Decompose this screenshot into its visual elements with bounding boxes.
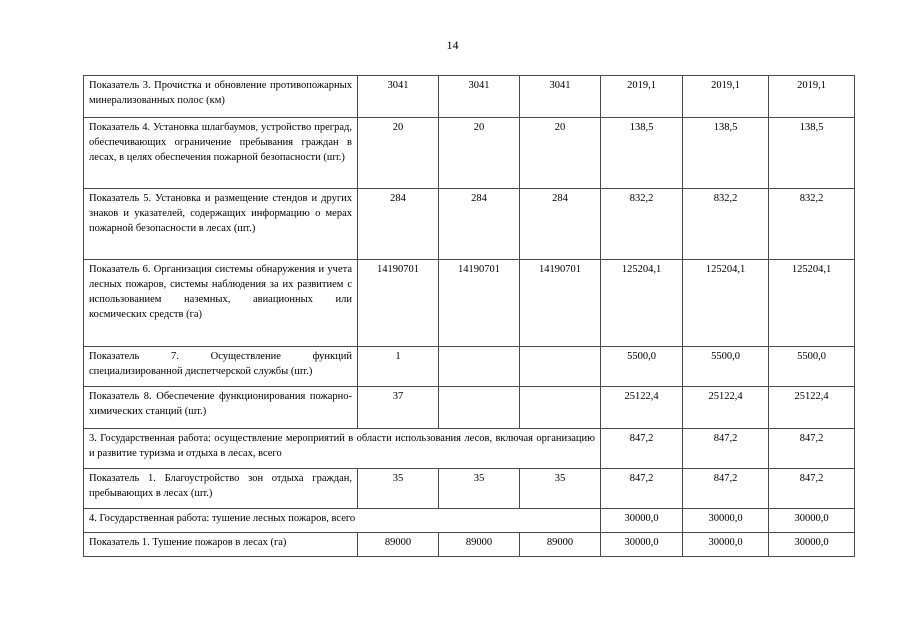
table-row (84, 509, 855, 533)
work-section-label: 3. Государственная работа: осуществление мероприятий в области использования лесов, включая организацию и развитие туризма и отдыха в лесах, всего (84, 429, 601, 469)
value-cell: 847,2 (683, 429, 769, 469)
value-cell: 832,2 (683, 189, 769, 260)
value-cell: 35 (358, 469, 439, 509)
value-cell: 2019,1 (601, 76, 683, 118)
table-row (84, 429, 855, 469)
value-cell: 5500,0 (683, 347, 769, 387)
value-cell (520, 387, 601, 429)
value-cell: 284 (439, 189, 520, 260)
value-cell: 30000,0 (769, 533, 855, 557)
page-number: 14 (446, 38, 459, 52)
indicator-label: Показатель 3. Прочистка и обновление противопожарных минерализованных полос (км) (84, 76, 358, 118)
indicator-label: Показатель 4. Установка шлагбаумов, устройство преград, обеспечивающих ограничение пребывания граждан в лесах, в целях обеспечения пожарной безопасности (шт.) (84, 118, 358, 189)
value-cell: 89000 (358, 533, 439, 557)
value-cell: 35 (439, 469, 520, 509)
indicator-label: Показатель 1. Благоустройство зон отдыха граждан, пребывающих в лесах (шт.) (84, 469, 358, 509)
value-cell: 5500,0 (769, 347, 855, 387)
value-cell: 1 (358, 347, 439, 387)
value-cell: 3041 (439, 76, 520, 118)
indicator-label: Показатель 1. Тушение пожаров в лесах (га) (84, 533, 358, 557)
value-cell: 2019,1 (769, 76, 855, 118)
value-cell: 847,2 (601, 469, 683, 509)
indicator-label: Показатель 6. Организация системы обнаружения и учета лесных пожаров, системы наблюдения за их развитием с использованием наземных, авиационных или космических средств (га) (84, 260, 358, 347)
value-cell: 14190701 (358, 260, 439, 347)
value-cell: 25122,4 (601, 387, 683, 429)
value-cell: 25122,4 (683, 387, 769, 429)
value-cell: 847,2 (769, 469, 855, 509)
value-cell: 847,2 (683, 469, 769, 509)
value-cell: 847,2 (601, 429, 683, 469)
value-cell: 20 (439, 118, 520, 189)
value-cell: 14190701 (520, 260, 601, 347)
value-cell: 832,2 (769, 189, 855, 260)
indicator-label: Показатель 8. Обеспечение функционирования пожарно-химических станций (шт.) (84, 387, 358, 429)
value-cell: 30000,0 (769, 509, 855, 533)
value-cell: 30000,0 (683, 509, 769, 533)
value-cell: 5500,0 (601, 347, 683, 387)
table-row (84, 76, 855, 118)
value-cell: 125204,1 (601, 260, 683, 347)
table-row (84, 260, 855, 347)
value-cell: 832,2 (601, 189, 683, 260)
value-cell: 20 (520, 118, 601, 189)
value-cell: 37 (358, 387, 439, 429)
value-cell: 14190701 (439, 260, 520, 347)
table-row (84, 118, 855, 189)
table-row (84, 387, 855, 429)
table-row (84, 189, 855, 260)
table-row (84, 533, 855, 557)
value-cell: 89000 (520, 533, 601, 557)
budget-indicators-table (83, 75, 855, 557)
value-cell: 284 (358, 189, 439, 260)
indicator-label: Показатель 5. Установка и размещение стендов и других знаков и указателей, содержащих информацию о мерах пожарной безопасности в лесах (шт.) (84, 189, 358, 260)
value-cell: 35 (520, 469, 601, 509)
value-cell: 125204,1 (769, 260, 855, 347)
value-cell: 138,5 (601, 118, 683, 189)
value-cell: 138,5 (683, 118, 769, 189)
value-cell: 25122,4 (769, 387, 855, 429)
value-cell: 20 (358, 118, 439, 189)
value-cell: 284 (520, 189, 601, 260)
work-section-label: 4. Государственная работа: тушение лесных пожаров, всего (84, 509, 601, 533)
table-row (84, 347, 855, 387)
value-cell: 125204,1 (683, 260, 769, 347)
value-cell: 30000,0 (601, 533, 683, 557)
value-cell (520, 347, 601, 387)
value-cell: 30000,0 (601, 509, 683, 533)
value-cell: 3041 (520, 76, 601, 118)
value-cell: 30000,0 (683, 533, 769, 557)
value-cell (439, 387, 520, 429)
value-cell: 138,5 (769, 118, 855, 189)
value-cell: 2019,1 (683, 76, 769, 118)
value-cell: 847,2 (769, 429, 855, 469)
indicator-label: Показатель 7. Осуществление функций специализированной диспетчерской службы (шт.) (84, 347, 358, 387)
value-cell: 3041 (358, 76, 439, 118)
value-cell: 89000 (439, 533, 520, 557)
value-cell (439, 347, 520, 387)
table-row (84, 469, 855, 509)
